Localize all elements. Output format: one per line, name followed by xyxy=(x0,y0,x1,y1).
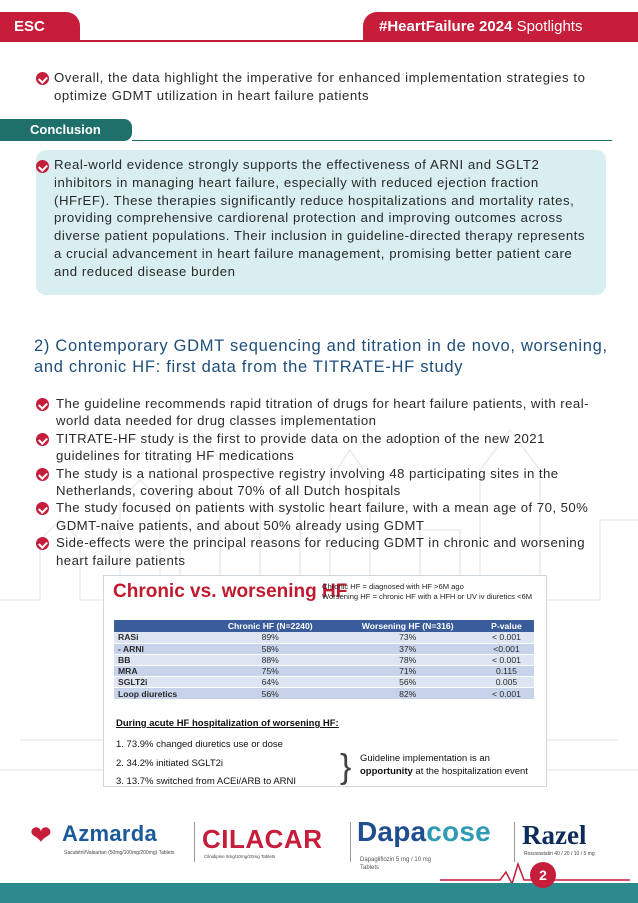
figure-definition-chronic: Chronic HF = diagnosed with HF >6M ago xyxy=(322,582,464,591)
note-emphasis: opportunity xyxy=(360,766,413,777)
conclusion-text: Real-world evidence strongly supports the effectiveness of ARNI and SGLT2 inhibitors in managing heart failure, especially with reduced ejection fraction (HFrEF). These therapies significantly reduce hospitalizations and mortality rates, providing comprehensive cardiorenal protection and improving outcomes across diverse patient populations. Their inclusion in guideline-directed therapy represents a crucial advancement in heart failure management, promising better patient care and reduced disease burden xyxy=(54,157,586,279)
figure-title: Chronic vs. worsening HF xyxy=(113,581,348,602)
note-rest: at the hospitalization event xyxy=(412,766,528,777)
table-cell: 75% xyxy=(204,666,336,677)
cilacar-logo: CILACAR xyxy=(202,824,323,854)
logo-separator xyxy=(514,822,515,862)
heart-check-icon xyxy=(36,398,49,411)
razel-subtitle: Rosuvastatin 40 / 20 / 10 / 5 mg xyxy=(524,851,595,857)
header-bar xyxy=(0,0,638,42)
intro-bullet xyxy=(36,69,606,104)
list-item xyxy=(36,465,606,500)
table-cell: 64% xyxy=(204,677,336,688)
heart-check-icon xyxy=(36,160,49,173)
study-figure xyxy=(103,575,547,787)
note-line-1: Guideline implementation is an xyxy=(360,753,490,764)
hospitalization-list xyxy=(116,736,296,792)
list-item xyxy=(36,430,606,465)
table-cell: - ARNI xyxy=(114,643,204,654)
table-row xyxy=(114,677,534,688)
note-line-2 xyxy=(360,765,544,778)
dapacose-subtitle-line1: Dapagliflozin 5 mg / 10 mg xyxy=(360,857,432,863)
table-row xyxy=(114,688,534,699)
table-cell: 82% xyxy=(336,688,478,699)
table-cell: 78% xyxy=(336,654,478,665)
hospitalization-title: During acute HF hospitalization of worsening HF: xyxy=(116,718,339,729)
table-cell: 88% xyxy=(204,654,336,665)
heart-check-icon xyxy=(36,468,49,481)
esc-tag: ESC xyxy=(0,12,80,42)
heart-check-icon xyxy=(36,72,49,85)
table-cell: 0.115 xyxy=(479,666,534,677)
table-header-row xyxy=(114,620,534,632)
heart-check-icon xyxy=(36,537,49,550)
heart-check-icon xyxy=(36,502,49,515)
dapacose-subtitle xyxy=(360,856,431,872)
spotlight-hashtag: #HeartFailure 2024 xyxy=(379,18,513,35)
brace-icon: } xyxy=(340,748,352,786)
conclusion-divider xyxy=(132,140,612,141)
table-cell: 56% xyxy=(204,688,336,699)
dapacose-logo xyxy=(357,816,491,848)
list-item-text: The study focused on patients with systolic heart failure, with a mean age of 70, 50% GDMT-naive patients, and about 50% already using GDMT xyxy=(56,500,589,533)
page-number: 2 xyxy=(530,862,556,888)
logo-separator xyxy=(350,822,351,862)
table-cell: < 0.001 xyxy=(479,632,534,643)
spotlight-tag xyxy=(363,12,638,42)
list-item: 1. 73.9% changed diuretics use or dose xyxy=(116,739,283,750)
table-cell: 73% xyxy=(336,632,478,643)
table-cell: 89% xyxy=(204,632,336,643)
table-cell: MRA xyxy=(114,666,204,677)
table-cell: 56% xyxy=(336,677,478,688)
list-item xyxy=(36,499,606,534)
conclusion-text-block xyxy=(36,156,596,281)
list-item: 2. 34.2% initiated SGLT2i xyxy=(116,757,224,769)
table-header: Chronic HF (N=2240) xyxy=(204,620,336,632)
table-row xyxy=(114,643,534,654)
table-cell: < 0.001 xyxy=(479,654,534,665)
table-cell: < 0.001 xyxy=(479,688,534,699)
table-cell: BB xyxy=(114,654,204,665)
table-row xyxy=(114,666,534,677)
section-title: 2) Contemporary GDMT sequencing and titration in de novo, worsening, and chronic HF: first data from the TITRATE-HF study xyxy=(34,337,608,376)
list-item xyxy=(36,395,606,430)
heart-logo-icon: ❤ xyxy=(30,820,52,850)
list-item xyxy=(36,534,606,569)
intro-bullet-text: Overall, the data highlight the imperative for enhanced implementation strategies to optimize GDMT utilization in heart failure patients xyxy=(54,70,586,103)
table-cell: <0.001 xyxy=(479,643,534,654)
table-cell: 0.005 xyxy=(479,677,534,688)
table-cell: SGLT2i xyxy=(114,677,204,688)
table-header xyxy=(114,620,204,632)
table-cell: RASi xyxy=(114,632,204,643)
list-item-text: The guideline recommends rapid titration of drugs for heart failure patients, with real-world data needed for drug classes implementation xyxy=(56,396,589,429)
table-row xyxy=(114,632,534,643)
conclusion-label: Conclusion xyxy=(0,119,132,141)
list-item-text: Side-effects were the principal reasons for reducing GDMT in chronic and worsening heart failure patients xyxy=(56,535,585,568)
logo-separator xyxy=(194,822,195,862)
spotlight-suffix: Spotlights xyxy=(512,18,583,35)
azmarda-logo: Azmarda xyxy=(62,821,158,846)
razel-logo: Razel xyxy=(522,820,587,850)
list-item-text: The study is a national prospective registry involving 48 participating sites in the Netherlands, covering about 70% of all Dutch hospitals xyxy=(56,465,559,499)
section-bullet-list xyxy=(36,395,606,569)
table-cell: 58% xyxy=(204,643,336,654)
table-header: Worsening HF (N=316) xyxy=(336,620,478,632)
table-header: P-value xyxy=(479,620,534,632)
figure-definition-worsening: Worsening HF = chronic HF with a HFH or UV iv diuretics <6M xyxy=(322,592,533,601)
gdmt-table xyxy=(114,620,534,700)
cilacar-subtitle: Cilnidipine 5mg/10mg/20mg Tablets xyxy=(204,854,276,859)
dapacose-logo-part2: cose xyxy=(426,816,491,847)
list-item: 3. 13.7% switched from ACEi/ARB to ARNI xyxy=(116,776,297,787)
table-cell: Loop diuretics xyxy=(114,688,204,699)
table-cell: 37% xyxy=(336,643,478,654)
hospitalization-note xyxy=(360,752,544,778)
azmarda-subtitle: Sacubitril/Valsartan (50mg/100mg/200mg) Tablets xyxy=(64,850,175,856)
list-item-text: TITRATE-HF study is the first to provide data on the adoption of the new 2021 guidelines for titrating HF medications xyxy=(56,430,545,464)
dapacose-logo-part1: Dapa xyxy=(357,816,427,847)
dapacose-subtitle-line2: Tablets xyxy=(360,865,380,871)
table-row xyxy=(114,654,534,665)
table-cell: 71% xyxy=(336,666,478,677)
figure-definitions xyxy=(322,582,546,602)
heart-check-icon xyxy=(36,433,49,446)
